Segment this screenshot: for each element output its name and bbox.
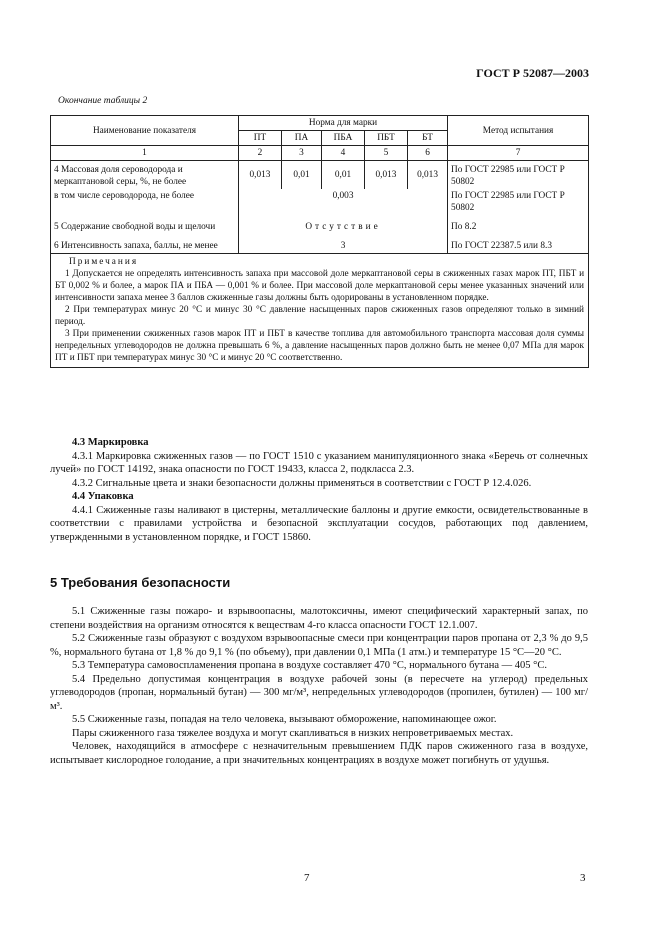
- note-3: 3 При применении сжиженных газов марок ПТ и ПБТ в качестве топлива для автомобильного транспорта массовая доля суммы непредельных углеводородов не должна превышать 6 %, а давление насыщенных паров должно быть не менее 0,07 МПа для марок ПТ и ПБТ при температурах минус 30 °С и минус 20 °С соответственно.: [55, 329, 585, 363]
- row-4-method: По ГОСТ 22985 или ГОСТ Р 50802: [448, 161, 589, 190]
- para-5-6: Пары сжиженного газа тяжелее воздуха и могут скапливаться в низких непроветриваемых местах.: [72, 727, 514, 739]
- column-number: 1: [51, 146, 239, 161]
- para-5-3: 5.3 Температура самовоспламенения пропана в воздухе составляет 470 °С, нормального бутана — 405 °С.: [72, 660, 547, 671]
- row-6-method: По ГОСТ 22387.5 или 8.3: [448, 234, 589, 254]
- page-number-right: 3: [580, 872, 586, 884]
- note-2: 2 При температурах минус 20 °С и минус 30 °С давление насыщенных паров сжиженных газов определяют только в зимний период.: [55, 305, 585, 327]
- note-1: 1 Допускается не определять интенсивность запаха при массовой доле меркаптановой серы в сжиженных газах марок ПТ, ПБТ и БТ 0,002 % и более, а марок ПА и ПБА — 0,001 % и более. При массовой доле меркаптановой серы менее указанных значений или интенсивности запаха менее 3 баллов сжиженные газы должны быть одорированы в установленном порядке.: [55, 269, 585, 303]
- section-5-body: [50, 605, 588, 767]
- notes-title: Примечания: [69, 257, 139, 267]
- table-notes: [51, 254, 589, 368]
- table-caption: Окончание таблицы 2: [58, 96, 148, 106]
- column-number: 7: [448, 146, 589, 161]
- row-6-value: 3: [239, 234, 448, 254]
- row-5-value: Отсутствие: [239, 215, 448, 234]
- para-5-2: 5.2 Сжиженные газы образуют с воздухом взрывоопасные смеси при концентрации паров пропана от 2,3 % до 9,5 %, нормального бутана от 1,8 % до 9,1 % (по объему), при давлении 0,1 МПа (1 атм.) и температуре 15 °С—20 °С.: [50, 633, 588, 658]
- row-4-value: 0,01: [322, 161, 365, 190]
- grade-header: БТ: [408, 131, 448, 146]
- para-5-5: 5.5 Сжиженные газы, попадая на тело человека, вызывают обморожение, напоминающее ожог.: [72, 714, 497, 725]
- grade-header: ПБТ: [365, 131, 408, 146]
- section-4-4-title: 4.4 Упаковка: [72, 491, 134, 502]
- column-number: 4: [322, 146, 365, 161]
- row-4-name: 4 Массовая доля сероводорода и меркаптановой серы, %, не более: [51, 161, 239, 190]
- row-6-name: 6 Интенсивность запаха, баллы, не менее: [51, 234, 239, 254]
- col-header-method: Метод испытания: [448, 116, 589, 146]
- row-4b-name: в том числе сероводорода, не более: [51, 189, 239, 215]
- column-number: 3: [282, 146, 322, 161]
- column-number: 5: [365, 146, 408, 161]
- para-4-3-1: 4.3.1 Маркировка сжиженных газов — по ГОСТ 1510 с указанием манипуляционного знака «Беречь от солнечных лучей» по ГОСТ 14192, знака опасности по ГОСТ 19433, класса 2, подкласса 2.3.: [50, 450, 588, 475]
- para-5-4: 5.4 Предельно допустимая концентрация в воздухе рабочей зоны (в пересчете на углерод) предельных углеводородов (пропан, нормальный бутан) — 300 мг/м³, непредельных углеводородов (пропилен, бутилен) — 100 мг/м³.: [50, 673, 588, 712]
- grade-header: ПБА: [322, 131, 365, 146]
- section-4-3-4-4: [50, 436, 588, 544]
- para-4-3-2: 4.3.2 Сигнальные цвета и знаки безопасности должны применяться в соответствии с ГОСТ Р 12.4.026.: [72, 477, 532, 489]
- grade-header: ПТ: [239, 131, 282, 146]
- specs-table: [50, 115, 589, 368]
- row-5-name: 5 Содержание свободной воды и щелочи: [51, 215, 239, 234]
- row-4-value: 0,01: [282, 161, 322, 190]
- row-4b-method: По ГОСТ 22985 или ГОСТ Р 50802: [448, 189, 589, 215]
- row-4b-value: 0,003: [239, 189, 448, 215]
- column-number: 2: [239, 146, 282, 161]
- col-header-name: Наименование показателя: [51, 116, 239, 146]
- column-number: 6: [408, 146, 448, 161]
- section-4-3-title: 4.3 Маркировка: [72, 437, 149, 448]
- para-4-4-1: 4.4.1 Сжиженные газы наливают в цистерны, металлические баллоны и другие емкости, освидетельствованные в соответствии с правилами устройства и безопасной эксплуатации сосудов, работающих под давлением, утвержденными в установленном порядке, и ГОСТ 15860.: [50, 504, 588, 543]
- grade-header: ПА: [282, 131, 322, 146]
- col-header-norm: Норма для марки: [239, 116, 448, 131]
- page-number-center: 7: [304, 872, 310, 884]
- row-4-value: 0,013: [365, 161, 408, 190]
- para-5-7: Человек, находящийся в атмосфере с незначительным превышением ПДК паров сжиженного газа в воздухе, испытывает кислородное голодание, а при значительных концентрациях в воздухе может погибнуть от удушья.: [50, 741, 588, 766]
- row-4-value: 0,013: [239, 161, 282, 190]
- para-5-1: 5.1 Сжиженные газы пожаро- и взрывоопасны, малотоксичны, имеют специфический характерный запах, по степени воздействия на организм относятся к веществам 4-го класса опасности ГОСТ 12.1.007.: [50, 606, 588, 631]
- row-5-method: По 8.2: [448, 215, 589, 234]
- document-header: ГОСТ Р 52087—2003: [476, 66, 589, 80]
- section-5-title: 5 Требования безопасности: [50, 575, 231, 590]
- row-4-value: 0,013: [408, 161, 448, 190]
